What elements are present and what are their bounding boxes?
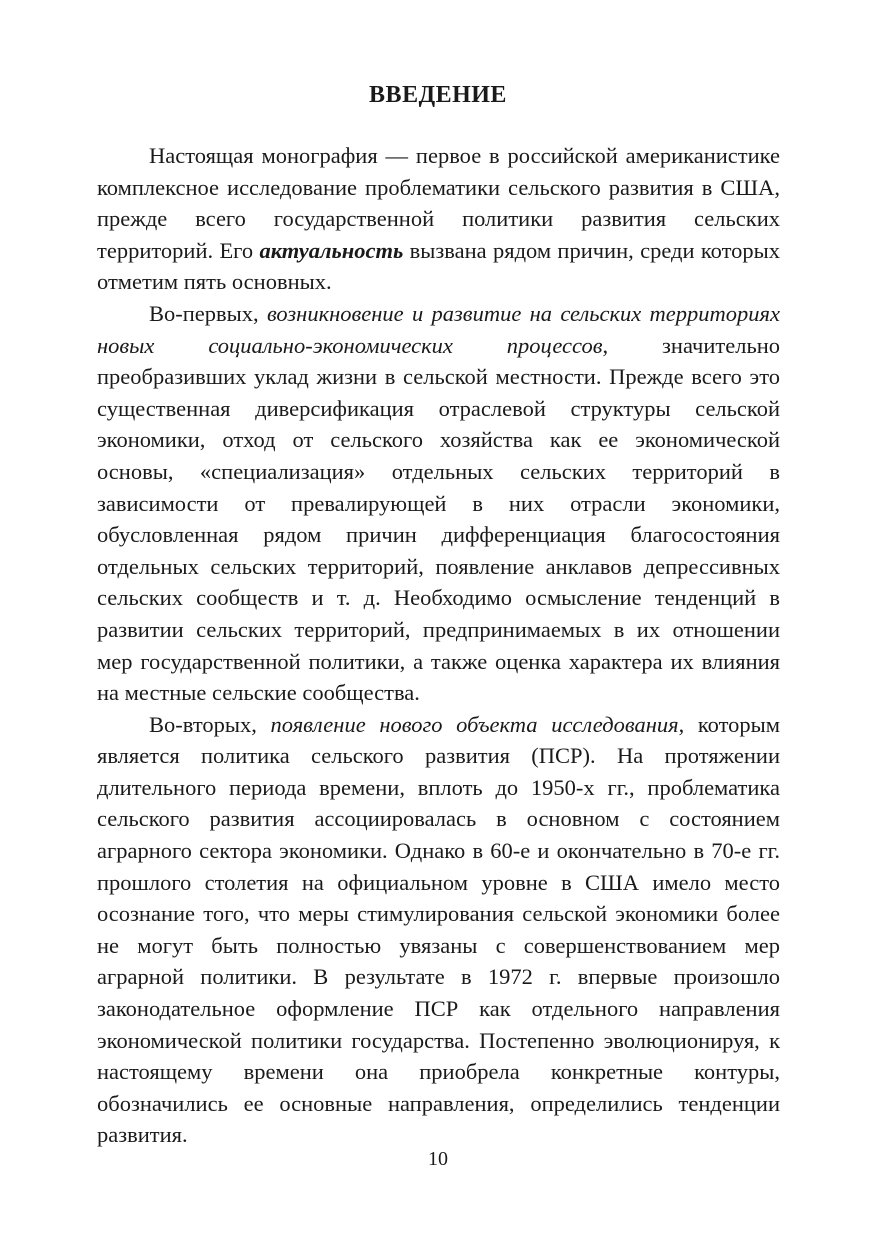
paragraph-1-emphasis: актуальность: [259, 237, 404, 263]
paragraph-3-text-end: , которым является политика сельского развития (ПСР). На протяжении длительного периода времени, вплоть до 1950-х гг., проблематика сельского развития ассоциировалась в основном с состоянием аграрного сектора экономики. Однако в 60-е и окончательно в 70-е гг. прошлого столетия на официальном уровне в США имело место осознание того, что меры стимулирования сельской экономики более не могут быть полностью увязаны с совершенствованием мер аграрной политики. В результате в 1972 г. впервые произошло законодательное оформление ПСР как отдельного направления экономической политики государства. Постепенно эволюционируя, к настоящему времени она приобрела конкретные контуры, обозначились ее основные направления, определились тенденции развития.: [97, 711, 780, 1148]
paragraph-1: [97, 140, 780, 298]
paragraph-2-text-end: , значительно преобразивших уклад жизни в сельской местности. Прежде всего это существенная диверсификация отраслевой структуры сельской экономики, отход от сельского хозяйства как ее экономической основы, «специализация» отдельных сельских территорий в зависимости от превалирующей в них отрасли экономики, обусловленная рядом причин дифференциация благосостояния отдельных сельских территорий, появление анклавов депрессивных сельских сообществ и т. д. Необходимо осмысление тенденций в развитии сельских территорий, предпринимаемых в их отношении мер государственной политики, а также оценка характера их влияния на местные сельские сообщества.: [97, 332, 780, 706]
paragraph-2-text-start: Во-первых,: [149, 300, 267, 326]
page-number: 10: [428, 1148, 448, 1170]
paragraph-2: [97, 298, 780, 709]
paragraph-1-text-end: вызвана рядом причин, среди которых отметим пять основных.: [97, 237, 780, 295]
chapter-heading: ВВЕДЕНИЕ: [369, 82, 507, 108]
paragraph-3: [97, 709, 780, 1151]
body-text: [97, 140, 780, 1151]
paragraph-3-emphasis: появление нового объекта исследования: [270, 711, 679, 737]
paragraph-1-text-start: Настоящая монография — первое в российской американистике комплексное исследование проблематики сельского развития в США, прежде всего государственной политики развития сельских территорий. Его: [97, 143, 780, 263]
paragraph-2-emphasis: возникновение и развитие на сельских территориях новых социально-экономических процессов: [97, 300, 780, 358]
paragraph-3-text-start: Во-вторых,: [149, 711, 271, 737]
